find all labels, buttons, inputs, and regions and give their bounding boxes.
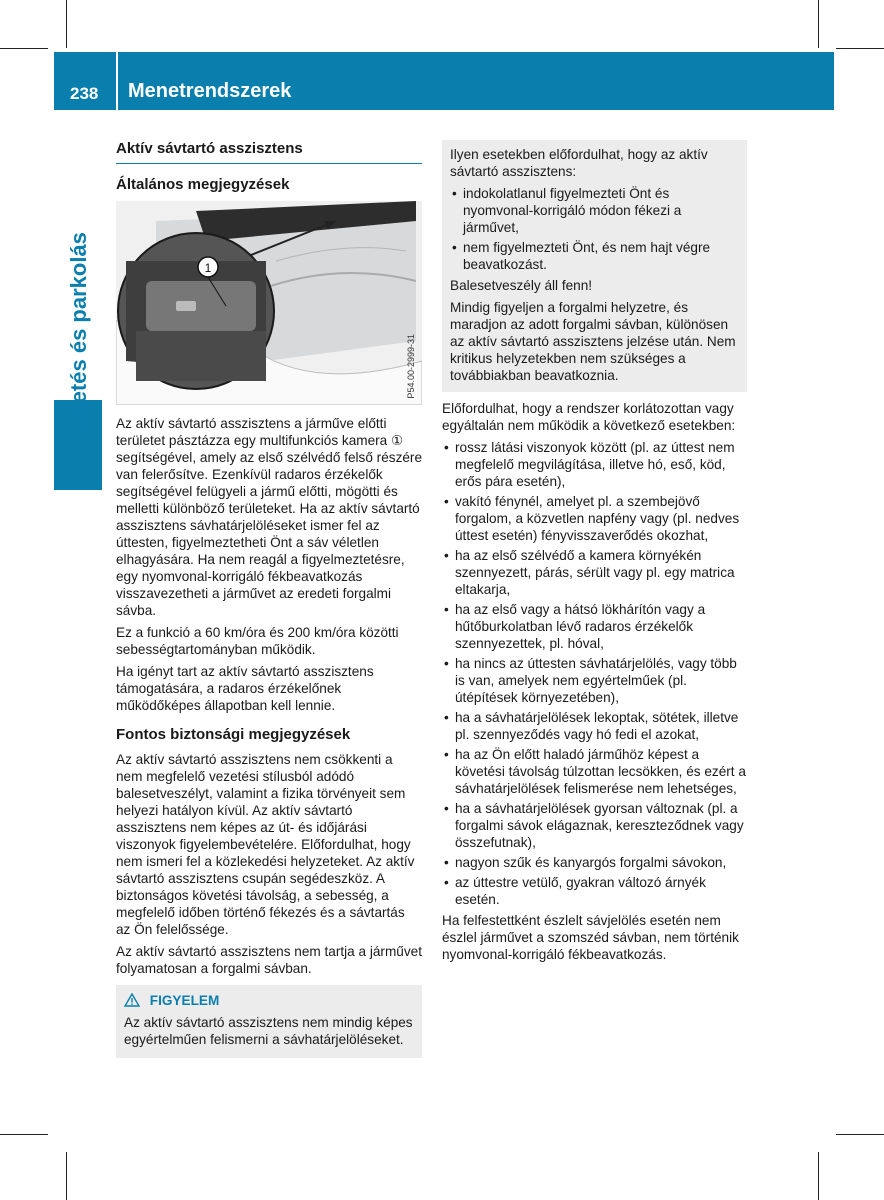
figure-code: P54.00-2999-31: [406, 334, 416, 399]
figure-marker: 1: [204, 261, 212, 275]
list-item: • nagyon szűk és kanyargós forgalmi sávokon,: [442, 854, 747, 871]
limited-intro: Előfordulhat, hogy a rendszer korlátozottan vagy egyáltalán nem működik a következő esetekben:: [442, 401, 736, 433]
limitations-list: [442, 439, 747, 908]
warning-title: FIGYELEM: [149, 993, 220, 1008]
section-title: Aktív sávtartó asszisztens: [116, 140, 422, 164]
warning-title-row: [124, 993, 414, 1008]
list-item: • ha az első vagy a hátsó lökhárítón vagy a hűtőburkolatban lévő radaros érzékelők szennyezettek, pl. hóval,: [442, 601, 747, 652]
camera-figure: [116, 201, 422, 405]
paragraph-radar: Ha igényt tart az aktív sávtartó asszisztens támogatására, a radaros érzékelőnek működőképes állapotban kell lennie.: [116, 664, 374, 713]
paragraph-lane: Az aktív sávtartó asszisztens nem tartja a járművet folyamatosan a forgalmi sávban.: [116, 944, 422, 976]
paragraph-intro: Az aktív sávtartó asszisztens a járműve előtti területet pásztázza egy multifunkciós kamera ① segítségével, amely az első szélvédő felső részére van felerősítve. Ezenkívül radaros érzékelők segítségével felügyeli a jármű előtti, mögötti és melletti különböző területeket. Ha az aktív sávtartó asszisztens sávhatárjelöléseket ismer fel az úttesten, figyelmeztetheti Önt a sáv véletlen elhagyására. Ha nem reagál a figyelmeztetésre, egy nyomvonal-korrigáló fékbeavatkozás visszavezetheti a járművet az eredeti forgalmi sávba.: [116, 416, 423, 618]
note-box: [442, 140, 747, 392]
general-notes-heading: Általános megjegyzések: [116, 176, 290, 193]
note-list: [450, 185, 739, 273]
list-item: • ha a sávhatárjelölések lekoptak, sötétek, illetve pl. szennyeződés vagy hó fedi el azokat,: [442, 709, 747, 743]
side-tab-label: Vezetés és parkolás: [66, 232, 91, 440]
warning-box: [116, 985, 422, 1058]
page-number: 238: [70, 84, 99, 103]
page-title: Menetrendszerek: [128, 80, 292, 102]
safety-heading: Fontos biztonsági megjegyzések: [116, 726, 351, 743]
note-intro: Ilyen esetekben előfordulhat, hogy az aktív sávtartó asszisztens:: [450, 147, 708, 179]
windshield-camera-illustration: [116, 201, 422, 405]
list-item: • nem figyelmezteti Önt, és nem hajt végre beavatkozást.: [450, 239, 739, 273]
list-item: • ha a sávhatárjelölések gyorsan változnak (pl. a forgalmi sávok elágaznak, kereszteződnek vagy összefutnak),: [442, 800, 747, 851]
note-advice: Mindig figyeljen a forgalmi helyzetre, és maradjon az adott forgalmi sávban, különösen az aktív sávtartó asszisztens jelzése után. Nem kritikus helyzetekben nem szükséges a továbbiakban beavatkoznia.: [450, 300, 736, 383]
warning-text: Az aktív sávtartó asszisztens nem mindig képes egyértelműen felismerni a sávhatárjelöléseket.: [124, 1015, 413, 1047]
warning-icon: [124, 993, 150, 1008]
list-item: • ha az első szélvédő a kamera környékén szennyezett, párás, sérült vagy pl. egy matrica eltakarja,: [442, 547, 747, 598]
list-item: • ha nincs az úttesten sávhatárjelölés, vagy több is van, amelyek nem egyértelműek (pl. útépítések környezetében),: [442, 655, 747, 706]
list-item: • rossz látási viszonyok között (pl. az úttest nem megfelelő megvilágítása, illetve hó, eső, köd, erős pára esetén),: [442, 439, 747, 490]
list-item: • ha az Ön előtt haladó járműhöz képest a követési távolság túlzottan lecsökken, és ezért a sávhatárjelölések felismerése nem lehetséges,: [442, 746, 747, 797]
right-column: [442, 140, 747, 968]
list-item: • indokolatlanul figyelmezteti Önt és nyomvonal-korrigáló módon fékezi a járművet,: [450, 185, 739, 236]
note-danger: Balesetveszély áll fenn!: [450, 278, 593, 293]
left-column: [116, 140, 422, 1058]
list-item: • az úttestre vetülő, gyakran változó árnyék esetén.: [442, 874, 747, 908]
list-item: • vakító fénynél, amelyet pl. a szembejövő forgalom, a közvetlen napfény vagy (pl. nedves úttest esetén) fényvisszaverődés okozhat,: [442, 493, 747, 544]
paragraph-safety: Az aktív sávtartó asszisztens nem csökkenti a nem megfelelő vezetési stílusból adódó balesetveszélyt, valamint a fizika törvényeit sem helyezi hatályon kívül. Az aktív sávtartó asszisztens nem képes az út- és időjárási viszonyok figyelembevételére. Előfordulhat, hogy nem ismeri fel a közlekedési helyzeteket. Az aktív sávtartó asszisztens csupán segédeszköz. A biztonságos követési távolság, a sebesség, a megfelelő időben történő fékezés és a sávtartás az Ön felelőssége.: [116, 752, 415, 937]
closing-paragraph: Ha felfestettként észlelt sávjelölés esetén nem észlel járművet a szomszéd sávban, nem történik nyomvonal-korrigáló fékbeavatkozás.: [442, 913, 739, 962]
paragraph-speed-range: Ez a funkció a 60 km/óra és 200 km/óra közötti sebességtartományban működik.: [116, 625, 399, 657]
